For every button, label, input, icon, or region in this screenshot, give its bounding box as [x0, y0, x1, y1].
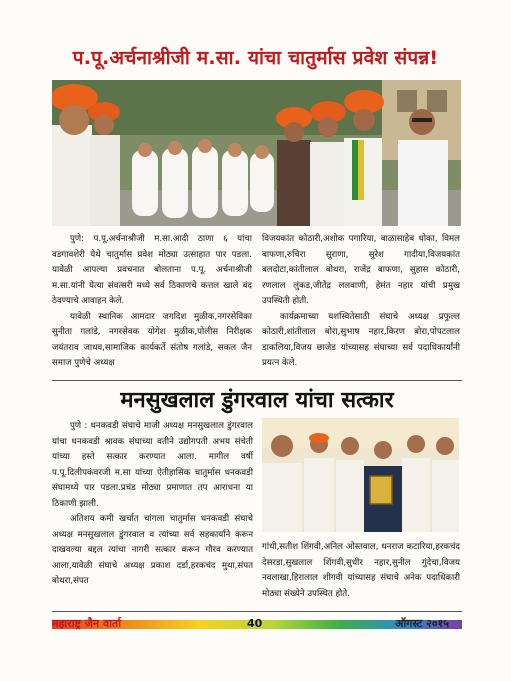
procession-photo-illustration	[52, 80, 461, 226]
article1-column-left	[52, 232, 252, 372]
footer-divider	[52, 611, 462, 612]
publication-name: महाराष्ट्र जैन वार्ता	[52, 617, 122, 630]
article1-paragraph: पुणे: प.पू.अर्चनाश्रीजी म.सा.आदी ठाणा ६ यांचा वडगावशेरी येथे चातुर्मास प्रवेश मोठ्या उत्साहात पार पडला. यावेळी आपल्या प्रवचनात बोलताना प.पू. अर्चनाश्रीजी म.सा.यांनी येत्या संवत्सरी मध्ये सर्व ठिकाणचे कत्तल खाले बंद ठेवण्याचे आवाहन केले.	[52, 234, 252, 306]
article1-column-right	[262, 232, 460, 372]
section-divider	[52, 380, 462, 381]
felicitation-photo	[262, 418, 459, 532]
article1-paragraph: कार्यक्रमाच्या यशस्वितेसाठी संघाचे अध्यक्ष प्रफुल्ल कोठारी,शांतीलाल बोरा,सुभाष नहार,किरण बोरा,पोपटलाल डाकलिया,विजय छाजेड यांच्यासह संघाच्या सर्व पदाधिकार्यांनी प्रयत्न केले.	[262, 311, 460, 368]
article2-column-left	[52, 419, 253, 590]
procession-photo	[52, 80, 461, 226]
issue-date: ऑगस्ट २०१५	[395, 617, 449, 630]
article1-paragraph: विजयकांत कोठारी,अशोक पगारिया, बाळासाहेब धोका, विमल बाफणा,रुचिरा सुराणा, सुरेश गादीया,विजयकांत बलदोटा,कांतीलाल बोथरा, राजेंद्र बाफणा, सुहास कोठारी, रणलाल लुंकड,जीतेंद्र ललवाणी, हेमंत नहार यांची प्रमुख उपस्थिती होती.	[262, 234, 460, 306]
article2-paragraph: अतिशय कमी खर्चात चांगला चातुर्मास धनकवडी संघाचे अध्यक्ष मनसुखलाल डुंगरवाल व त्यांच्या सर्व सहकार्यांने करून दाखवल्या बद्दल त्यांचा नागरी सत्कार करून गौरव करण्यात आला,यावेळी संघाचे अध्यक्ष प्रकाश दर्डा,हरकचंद मुथा,संपत बोथरा,संपत	[52, 514, 253, 586]
article2-column-right	[262, 540, 460, 602]
article1-paragraph: यावेळी स्थानिक आमदार जगदिश मुळीक,नगरसेविका सुनीता गलांडे, नगरसेवक योगेश मुळीक,पोलीस निरीक्षक जयंतराव जाधव,सामाजिक कार्यकर्ते संतोष गलांडे, सकल जैन समाज पुणेचे अध्यक्ष	[52, 311, 252, 368]
felicitation-photo-illustration	[262, 418, 459, 532]
article2-paragraph: पुणे : धनकवडी संघाचे माजी अध्यक्ष मनसुखलाल डुंगरवाल यांचा धनकवडी श्रावक संघाच्या वतीने उद्योगपती अभय संचेती यांच्या हस्ते सत्कार करण्यात आला. मागील वर्षी प.पू.दिलीपकंवरजी म.सा यांच्या ऐतीहासिक चातुर्मास धनकवडी संघामध्ये पार पडला.प्रचंड मोठ्या प्रमाणात तप आराधना या ठिकाणी झाली.	[52, 421, 253, 509]
page-number: 40	[247, 617, 263, 630]
article2-paragraph: गांधी,सतीश शिंगवी,अनिल ओस्तवाल, धनराज कटारिया,हरकचंद देसरडा,सुखलाल शिंगवी,सुधीर नहार,सुनील गुंदेचा,विजय नवलाखा,हिरालाल शीगवी यांच्यासह संघाचे अनेक पदाधिकारी मोठ्या संख्येने उपस्थित होते.	[262, 542, 460, 599]
article1-headline: प.पू.अर्चनाश्रीजी म.सा. यांचा चातुर्मास प्रवेश संपन्न!	[72, 47, 439, 69]
article2-headline: मनसुखलाल डुंगरवाल यांचा सत्कार	[120, 388, 394, 413]
